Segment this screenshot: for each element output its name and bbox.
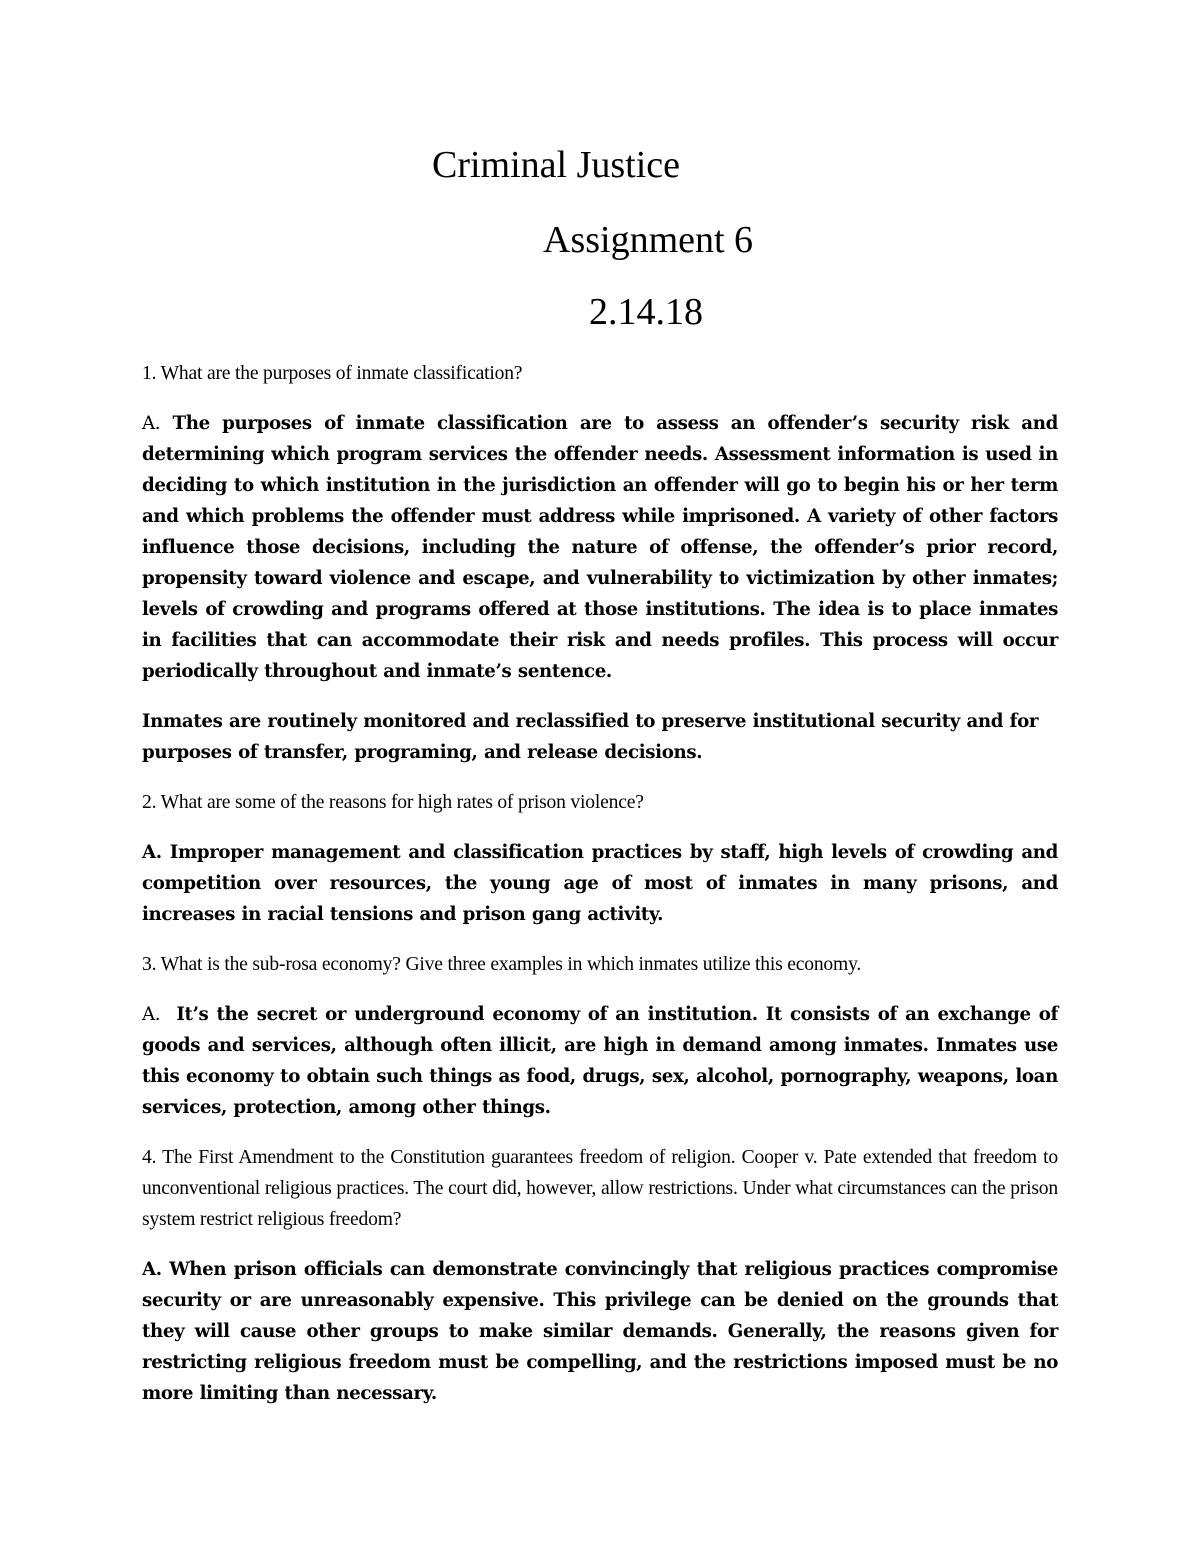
answer-3-prefix: A. [142, 1004, 161, 1025]
document-title: Criminal Justice [432, 144, 681, 186]
answer-2 [142, 837, 1058, 930]
question-1: 1. What are the purposes of inmate classification? [142, 363, 523, 384]
question-3: 3. What is the sub-rosa economy? Give three examples in which inmates utilize this economy. [142, 954, 862, 975]
answer-1 [142, 408, 1058, 687]
answer-1-extra: Inmates are routinely monitored and reclassified to preserve institutional security and for purposes of transfer, programing, and release decisions. [142, 711, 1039, 763]
answer-2-prefix: A. [142, 842, 162, 863]
question-2: 2. What are some of the reasons for high rates of prison violence? [142, 792, 644, 813]
answer-3 [142, 999, 1058, 1123]
document-body [142, 358, 1058, 1428]
answer-3-text: It’s the secret or underground economy of an institution. It consists of an exchange of goods and services, although often illicit, are high in demand among inmates. Inmates use this economy to obtain such things as food, drugs, sex, alcohol, pornography, weapons, loan services, protection, among other things. [142, 1004, 1058, 1118]
question-4: 4. The First Amendment to the Constitution guarantees freedom of religion. Cooper v. Pate extended that freedom to unconventional religious practices. The court did, however, allow restrictions. Under what circumstances can the prison system restrict religious freedom? [142, 1147, 1058, 1230]
answer-1-text: The purposes of inmate classification are to assess an offender’s security risk and determining which program services the offender needs. Assessment information is used in deciding to which institution in the jurisdiction an offender will go to begin his or her term and which problems the offender must address while imprisoned. A variety of other factors influence those decisions, including the nature of offense, the offender’s prior record, propensity toward violence and escape, and vulnerability to victimization by other inmates; levels of crowding and programs offered at those institutions. The idea is to place inmates in facilities that can accommodate their risk and needs profiles. This process will occur periodically throughout and inmate’s sentence. [142, 413, 1058, 682]
answer-4 [142, 1254, 1058, 1409]
answer-2-text: Improper management and classification practices by staff, high levels of crowding and competition over resources, the young age of most of inmates in many prisons, and increases in racial tensions and prison gang activity. [142, 842, 1058, 925]
answer-1-prefix: A. [142, 413, 161, 434]
assignment-label: Assignment 6 [543, 219, 754, 261]
answer-4-text: When prison officials can demonstrate convincingly that religious practices compromise security or are unreasonably expensive. This privilege can be denied on the grounds that they will cause other groups to make similar demands. Generally, the reasons given for restricting religious freedom must be compelling, and the restrictions imposed must be no more limiting than necessary. [142, 1259, 1058, 1404]
document-date: 2.14.18 [589, 291, 703, 333]
answer-4-prefix: A. [142, 1259, 162, 1280]
